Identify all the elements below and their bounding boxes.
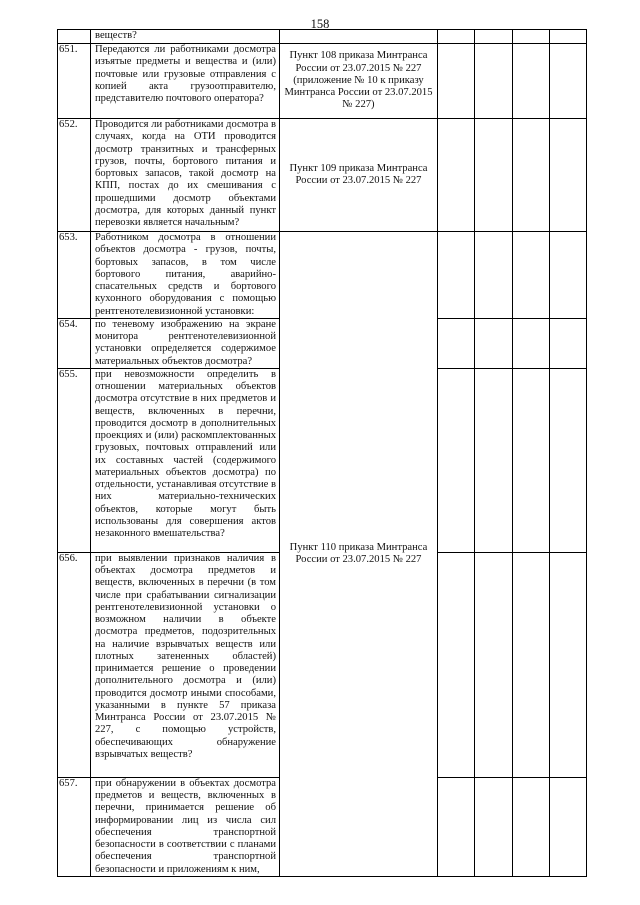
- requirement-text: по теневому изображению на экране монитора рентгенотелевизионной установки определяется содержимое материальных объектов досмотра?: [91, 318, 280, 368]
- row-number: 654.: [58, 318, 91, 368]
- row-number: 655.: [58, 368, 91, 552]
- answer-cell-no[interactable]: [475, 318, 513, 368]
- checklist-table: [57, 29, 587, 877]
- answer-cell-na[interactable]: [513, 552, 550, 777]
- answer-cell-no[interactable]: [475, 777, 513, 876]
- table-row: [58, 30, 587, 44]
- row-number: 657.: [58, 777, 91, 876]
- legal-reference: Пункт 108 приказа Минтранса России от 23.07.2015 № 227 (приложение № 10 к приказу Минтранса России от 23.07.2015 № 227): [280, 44, 438, 119]
- answer-cell-yes[interactable]: [438, 368, 475, 552]
- answer-cell-yes[interactable]: [438, 44, 475, 119]
- answer-cell-na[interactable]: [513, 119, 550, 232]
- table-row: [58, 44, 587, 119]
- answer-cell-yes[interactable]: [438, 777, 475, 876]
- answer-cell-no[interactable]: [475, 44, 513, 119]
- answer-cell-yes[interactable]: [438, 30, 475, 44]
- answer-cell-note[interactable]: [550, 232, 587, 319]
- requirement-text: при невозможности определить в отношении материальных объектов досмотра отсутствие в них предметов и веществ, включенных в перечни, проводится досмотр в дополнительных проекциях и (или) раскомплектованных грузовых, почтовых отправлений или их составных частей (содержимого материальных объектов досмотра) по отдельности, устанавливая отсутствие в них материально-технических объектов, которые могут быть использованы для совершения актов незаконного вмешательства?: [91, 368, 280, 552]
- answer-cell-na[interactable]: [513, 44, 550, 119]
- legal-reference: Пункт 110 приказа Минтранса России от 23.07.2015 № 227: [280, 232, 438, 877]
- requirement-text: Проводится ли работниками досмотра в случаях, когда на ОТИ проводится досмотр транзитных и трансферных грузов, почты, бортового питания и бортовых запасов, такой досмотр на КПП, постах до их смешивания с прошедшими досмотр объектами досмотра, для которых данный пункт перевозки является начальным?: [91, 119, 280, 232]
- answer-cell-note[interactable]: [550, 552, 587, 777]
- answer-cell-note[interactable]: [550, 119, 587, 232]
- answer-cell-yes[interactable]: [438, 232, 475, 319]
- row-number: 653.: [58, 232, 91, 319]
- answer-cell-note[interactable]: [550, 318, 587, 368]
- table-row: [58, 119, 587, 232]
- row-number: 652.: [58, 119, 91, 232]
- requirement-text: при выявлении признаков наличия в объектах досмотра предметов и веществ, включенных в перечни (в том числе при срабатывании сигнализации рентгенотелевизионной установки о возможном наличии в объекте досмотра предметов, подозрительных на наличие взрывчатых веществ или плотных затененных областей) принимается решение о проведении дополнительного досмотра и (или) проводится досмотр иными способами, указанными в пункте 57 приказа Минтранса России от 23.07.2015 № 227, с помощью устройств, обеспечивающих обнаружение взрывчатых веществ?: [91, 552, 280, 777]
- requirement-text: при обнаружении в объектах досмотра предметов и веществ, включенных в перечни, принимается решение об информировании лиц из числа сил обеспечения транспортной безопасности в соответствии с планами обеспечения транспортной безопасности и приложениям к ним,: [91, 777, 280, 876]
- row-number: 651.: [58, 44, 91, 119]
- requirement-text: Работником досмотра в отношении объектов досмотра - грузов, почты, бортовых запасов, в том числе бортового питания, аварийно-спасательных средств и бортового кухонного оборудования с помощью рентгенотелевизионной установки:: [91, 232, 280, 319]
- requirement-text: Передаются ли работниками досмотра изъятые предметы и вещества и (или) почтовые или грузовые отправления с копией акта грузоотправителю, представителю почтового оператора?: [91, 44, 280, 119]
- answer-cell-note[interactable]: [550, 368, 587, 552]
- legal-reference: [280, 30, 438, 44]
- answer-cell-na[interactable]: [513, 232, 550, 319]
- answer-cell-no[interactable]: [475, 368, 513, 552]
- answer-cell-no[interactable]: [475, 232, 513, 319]
- answer-cell-note[interactable]: [550, 777, 587, 876]
- answer-cell-no[interactable]: [475, 119, 513, 232]
- answer-cell-yes[interactable]: [438, 119, 475, 232]
- answer-cell-yes[interactable]: [438, 318, 475, 368]
- answer-cell-no[interactable]: [475, 30, 513, 44]
- row-number: [58, 30, 91, 44]
- answer-cell-na[interactable]: [513, 777, 550, 876]
- answer-cell-no[interactable]: [475, 552, 513, 777]
- answer-cell-note[interactable]: [550, 44, 587, 119]
- answer-cell-na[interactable]: [513, 318, 550, 368]
- answer-cell-yes[interactable]: [438, 552, 475, 777]
- answer-cell-note[interactable]: [550, 30, 587, 44]
- row-number: 656.: [58, 552, 91, 777]
- answer-cell-na[interactable]: [513, 368, 550, 552]
- table-row: [58, 232, 587, 319]
- legal-reference: Пункт 109 приказа Минтранса России от 23.07.2015 № 227: [280, 119, 438, 232]
- answer-cell-na[interactable]: [513, 30, 550, 44]
- requirement-text: веществ?: [91, 30, 280, 44]
- page-number: 158: [310, 17, 330, 31]
